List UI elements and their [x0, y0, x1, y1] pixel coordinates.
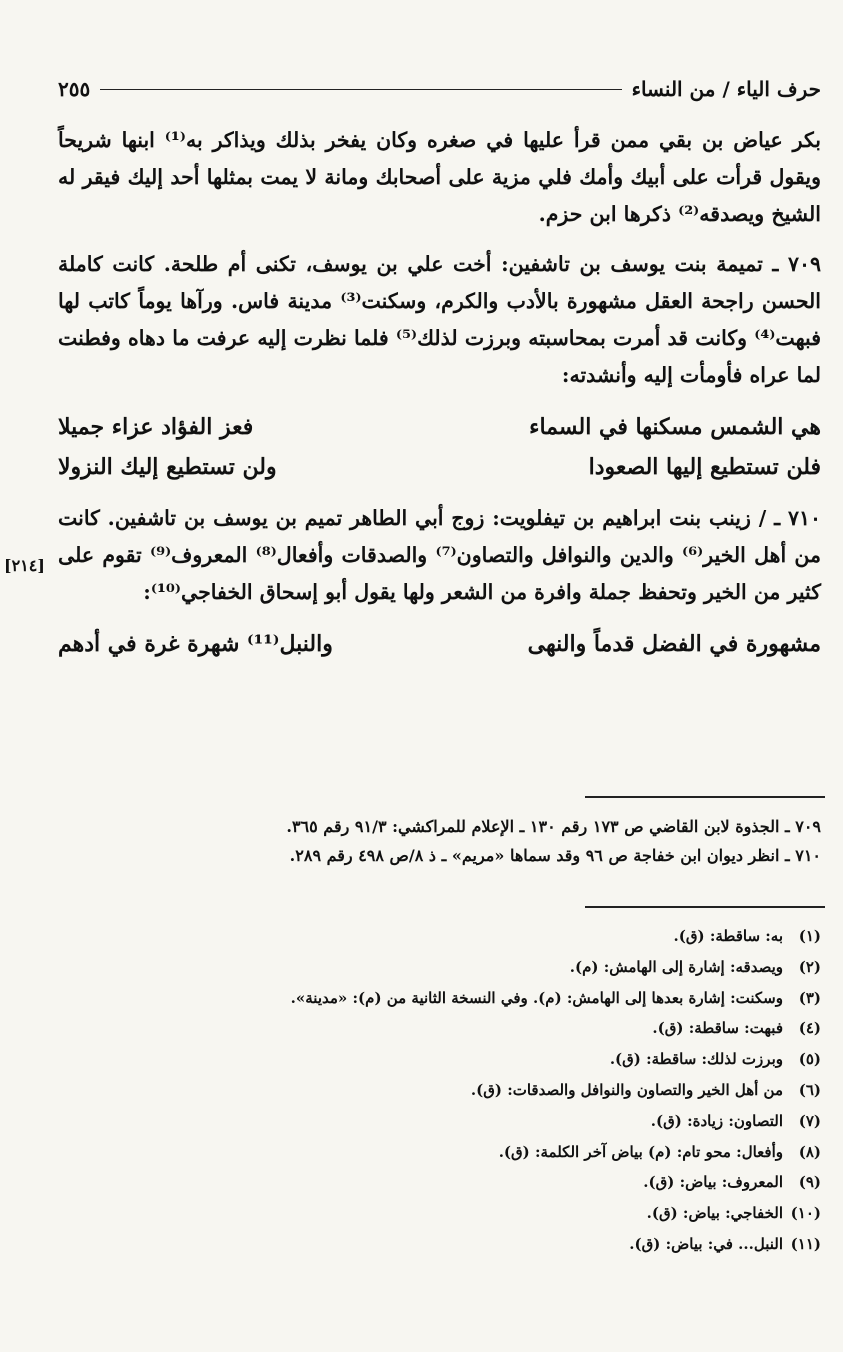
footnote-text: النبل... في: بياض: (ق). [629, 1234, 783, 1253]
paragraph-continuation: بكر عياض بن بقي ممن قرأ عليها في صغره وكان يفخر بذلك ويذاكر به⁽¹⁾ ابنها شريحاً ويقول قرأت على أبيك وأمك فلي مزية على أصحابك ومانة لا يمت بمثلها أحد إليك فيقر له الشيخ ويصدقه⁽²⁾ ذكرها ابن حزم. [58, 128, 821, 226]
footnote-text: ويصدقه: إشارة إلى الهامش: (م). [569, 957, 783, 976]
entry-text: / زينب بنت ابراهيم بن تيفلويت: زوج أبي الطاهر تميم بن يوسف بن تاشفين. كانت من أهل الخير⁽⁶⁾ والدين والنوافل والتصاون⁽⁷⁾ والصدقات وأفعال⁽⁸⁾ المعروف⁽⁹⁾ تقوم على كثير من الخير وتحفظ جملة وافرة من الشعر ولها يقول أبو إسحاق الخفاجي⁽¹⁰⁾: [58, 506, 822, 604]
verse-hemistich: مشهورة في الفضل قدماً والنهى [527, 631, 821, 657]
running-header [58, 72, 821, 106]
footnotes-block [58, 921, 821, 1260]
footnote [58, 1013, 821, 1044]
header-rule [100, 89, 621, 90]
footnote-number: (٣) [798, 988, 821, 1007]
verse-hemistich: فعز الفؤاد عزاء جميلا [58, 414, 254, 440]
footnote-text: من أهل الخير والتصاون والنوافل والصدقات: (ق). [470, 1080, 783, 1099]
entry-text: تميمة بنت يوسف بن تاشفين: أخت علي بن يوسف، تكنى أم طلحة. كانت كاملة الحسن راجحة العقل مشهورة بالأدب والكرم، وسكنت⁽³⁾ مدينة فاس. ورآها يوماً كاتب لها فبهت⁽⁴⁾ وكانت قد أمرت بمحاسبته وبرزت لذلك⁽⁵⁾ فلما نظرت إليه عرفت ما دهاه وفطنت لما عراه فأومأت إليه وأنشدته: [58, 252, 821, 387]
footnote-number: (١١) [790, 1234, 821, 1253]
verse-line [58, 407, 821, 447]
main-text [58, 122, 821, 664]
footnotes-divider [585, 906, 825, 908]
source-line: ٧١٠ ـ انظر ديوان ابن خفاجة ص ٩٦ وقد سماها «مريم» ـ ذ ٨/ص ٤٩٨ رقم ٢٨٩. [289, 846, 821, 865]
footnote-number: (٤) [798, 1019, 821, 1038]
footnote-text: التصاون: زيادة: (ق). [650, 1111, 783, 1130]
footnote [58, 1075, 821, 1106]
footnote [58, 1229, 821, 1260]
verse-hemistich: والنبل⁽¹¹⁾ شهرة غرة في أدهم [58, 631, 333, 657]
verse-hemistich: فلن تستطيع إليها الصعودا [588, 454, 821, 480]
entry-number: ٧١٠ ـ [774, 506, 821, 530]
footnote-text: فبهت: ساقطة: (ق). [652, 1019, 783, 1038]
footnote-number: (٥) [798, 1050, 821, 1069]
footnote-text: وسكنت: إشارة بعدها إلى الهامش: (م). وفي النسخة الثانية من (م): «مدينة». [290, 988, 783, 1007]
verse-hemistich: هي الشمس مسكنها في السماء [529, 414, 821, 440]
footnote-number: (٦) [798, 1080, 821, 1099]
footnote-number: (١) [798, 927, 821, 945]
sources-divider [585, 796, 825, 798]
sources-block [58, 812, 821, 870]
verse-hemistich: ولن تستطيع إليك النزولا [58, 454, 277, 480]
entry-709 [58, 246, 821, 394]
footnote-number: (٨) [798, 1142, 821, 1161]
footnote-text: المعروف: بياض: (ق). [643, 1173, 783, 1192]
footnote [58, 952, 821, 983]
footnote-number: (٢) [798, 957, 821, 976]
footnote-number: (٧) [798, 1111, 821, 1130]
footnote [58, 1167, 821, 1198]
footnote-text: الخفاجي: بياض: (ق). [646, 1204, 783, 1223]
footnote-number: (٩) [798, 1173, 821, 1192]
footnote [58, 1044, 821, 1075]
footnote-text: به: ساقطة: (ق). [673, 927, 783, 945]
footnote [58, 1106, 821, 1137]
entry-710 [58, 500, 821, 611]
footnote [58, 1198, 821, 1229]
verse-line [58, 447, 821, 487]
entry-number: ٧٠٩ ـ [772, 252, 821, 276]
footnote-text: وبرزت لذلك: ساقطة: (ق). [609, 1050, 783, 1069]
footnote [58, 983, 821, 1014]
footnote-text: وأفعال: محو تام: (م) بياض آخر الكلمة: (ق). [498, 1142, 783, 1161]
page-number: ٢٥٥ [58, 77, 91, 101]
footnote [58, 921, 821, 952]
footnote [58, 1137, 821, 1168]
manuscript-folio-marker: [٢١٤] [4, 556, 45, 575]
source-line: ٧٠٩ ـ الجذوة لابن القاضي ص ١٧٣ رقم ١٣٠ ـ الإعلام للمراكشي: ٩١/٣ رقم ٣٦٥. [286, 817, 821, 836]
footnote-number: (١٠) [790, 1204, 821, 1223]
header-title: حرف الياء / من النساء [631, 77, 821, 101]
verse-line [58, 624, 821, 664]
